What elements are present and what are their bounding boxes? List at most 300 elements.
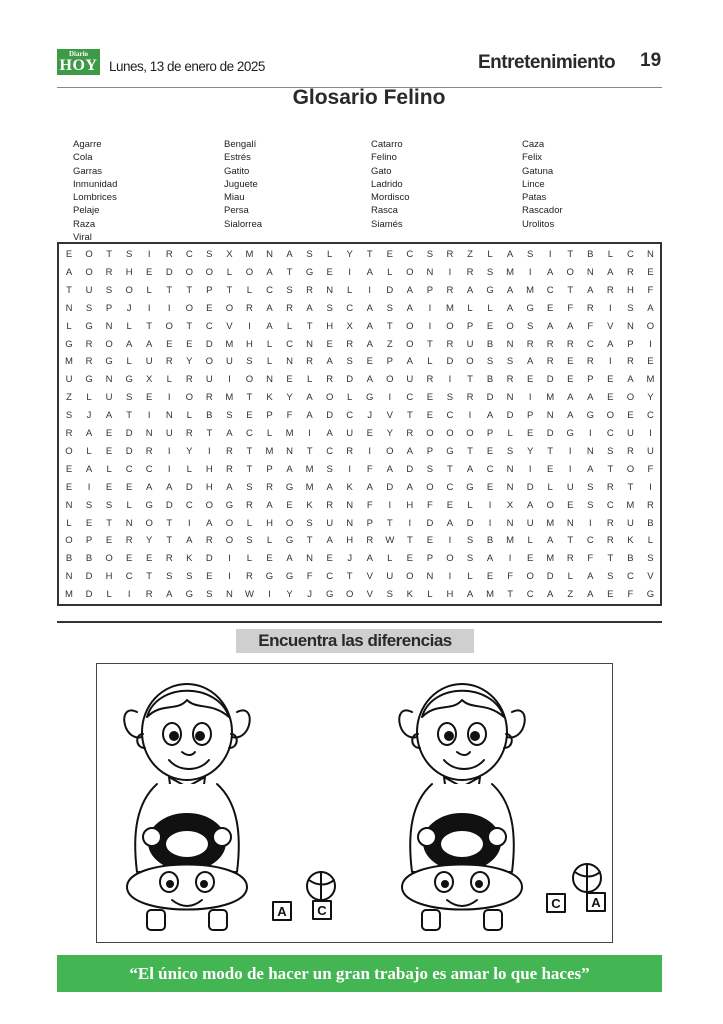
grid-letter[interactable]: L bbox=[226, 266, 233, 278]
grid-letter[interactable]: L bbox=[547, 481, 553, 493]
grid-letter[interactable]: O bbox=[85, 266, 93, 278]
grid-letter[interactable]: H bbox=[205, 463, 213, 475]
grid-letter[interactable]: R bbox=[85, 338, 93, 350]
grid-letter[interactable]: Y bbox=[146, 535, 153, 547]
grid-letter[interactable]: M bbox=[646, 374, 655, 386]
grid-letter[interactable]: N bbox=[426, 571, 434, 583]
grid-letter[interactable]: I bbox=[268, 589, 271, 601]
grid-letter[interactable]: N bbox=[306, 338, 314, 350]
grid-letter[interactable]: N bbox=[346, 517, 354, 529]
grid-letter[interactable]: F bbox=[627, 589, 634, 601]
grid-letter[interactable]: I bbox=[568, 445, 572, 457]
grid-letter[interactable]: S bbox=[526, 249, 534, 260]
grid-letter[interactable]: T bbox=[406, 535, 413, 547]
grid-letter[interactable]: S bbox=[346, 356, 353, 368]
grid-letter[interactable]: A bbox=[105, 410, 113, 422]
grid-letter[interactable]: R bbox=[346, 338, 354, 350]
grid-letter[interactable]: C bbox=[346, 302, 354, 314]
grid-letter[interactable]: A bbox=[607, 338, 614, 350]
grid-letter[interactable]: L bbox=[607, 249, 613, 260]
grid-letter[interactable]: A bbox=[406, 445, 414, 457]
grid-letter[interactable]: E bbox=[547, 463, 554, 475]
grid-letter[interactable]: C bbox=[526, 589, 534, 601]
grid-letter[interactable]: S bbox=[226, 410, 233, 422]
grid-letter[interactable]: A bbox=[587, 392, 594, 404]
grid-letter[interactable]: I bbox=[548, 249, 552, 260]
grid-letter[interactable]: G bbox=[486, 284, 494, 296]
grid-letter[interactable]: L bbox=[66, 517, 72, 529]
grid-letter[interactable]: A bbox=[306, 392, 313, 404]
grid-letter[interactable]: U bbox=[105, 392, 113, 404]
grid-letter[interactable]: D bbox=[346, 374, 354, 386]
grid-letter[interactable]: L bbox=[507, 428, 513, 439]
grid-letter[interactable]: R bbox=[366, 535, 374, 547]
grid-letter[interactable]: E bbox=[65, 463, 73, 475]
grid-letter[interactable]: A bbox=[506, 249, 514, 260]
grid-letter[interactable]: L bbox=[427, 589, 433, 601]
grid-letter[interactable]: I bbox=[448, 535, 452, 547]
grid-letter[interactable]: R bbox=[526, 338, 534, 350]
grid-letter[interactable]: Y bbox=[286, 392, 293, 404]
grid-letter[interactable]: F bbox=[507, 571, 513, 583]
grid-letter[interactable]: F bbox=[366, 463, 373, 475]
grid-letter[interactable]: B bbox=[486, 535, 494, 547]
grid-letter[interactable]: T bbox=[366, 249, 373, 260]
grid-letter[interactable]: A bbox=[446, 517, 454, 529]
grid-letter[interactable]: I bbox=[167, 392, 171, 404]
grid-letter[interactable]: S bbox=[587, 481, 594, 493]
grid-letter[interactable]: I bbox=[448, 571, 452, 583]
grid-letter[interactable]: R bbox=[326, 499, 334, 511]
grid-letter[interactable]: D bbox=[326, 410, 334, 422]
grid-letter[interactable]: A bbox=[547, 535, 554, 547]
grid-letter[interactable]: A bbox=[587, 571, 594, 583]
grid-letter[interactable]: E bbox=[65, 481, 73, 493]
grid-letter[interactable]: L bbox=[246, 517, 253, 529]
grid-letter[interactable]: U bbox=[145, 356, 153, 368]
grid-letter[interactable]: L bbox=[306, 374, 313, 386]
grid-letter[interactable]: S bbox=[166, 571, 173, 583]
grid-letter[interactable]: A bbox=[466, 463, 474, 475]
grid-letter[interactable]: L bbox=[567, 571, 573, 583]
grid-letter[interactable]: L bbox=[467, 302, 473, 314]
grid-letter[interactable]: L bbox=[126, 499, 132, 511]
grid-letter[interactable]: O bbox=[526, 571, 534, 583]
grid-letter[interactable]: R bbox=[266, 481, 273, 493]
grid-letter[interactable]: D bbox=[426, 517, 434, 529]
grid-letter[interactable]: L bbox=[186, 463, 192, 475]
grid-letter[interactable]: I bbox=[228, 571, 231, 583]
grid-letter[interactable]: L bbox=[166, 374, 172, 386]
grid-letter[interactable]: L bbox=[427, 356, 433, 368]
grid-letter[interactable]: U bbox=[165, 428, 173, 439]
grid-letter[interactable]: E bbox=[426, 535, 434, 547]
grid-letter[interactable]: G bbox=[65, 338, 73, 350]
grid-letter[interactable]: R bbox=[165, 356, 173, 368]
grid-letter[interactable]: E bbox=[446, 499, 454, 511]
grid-letter[interactable]: U bbox=[65, 374, 73, 386]
grid-letter[interactable]: A bbox=[146, 481, 153, 493]
grid-letter[interactable]: J bbox=[307, 589, 312, 601]
grid-letter[interactable]: L bbox=[326, 249, 333, 260]
grid-letter[interactable]: W bbox=[385, 535, 395, 547]
grid-letter[interactable]: I bbox=[428, 320, 432, 332]
grid-letter[interactable]: O bbox=[446, 553, 454, 565]
grid-letter[interactable]: R bbox=[225, 463, 233, 475]
grid-letter[interactable]: A bbox=[65, 266, 73, 278]
grid-letter[interactable]: K bbox=[186, 553, 193, 565]
grid-letter[interactable]: U bbox=[205, 374, 213, 386]
grid-letter[interactable]: L bbox=[387, 553, 393, 565]
grid-letter[interactable]: A bbox=[526, 499, 534, 511]
grid-letter[interactable]: E bbox=[186, 338, 193, 350]
grid-letter[interactable]: E bbox=[567, 374, 574, 386]
grid-letter[interactable]: S bbox=[85, 499, 93, 511]
grid-letter[interactable]: E bbox=[286, 499, 293, 511]
grid-letter[interactable]: P bbox=[386, 356, 393, 368]
grid-letter[interactable]: C bbox=[406, 249, 414, 260]
grid-letter[interactable]: I bbox=[588, 428, 592, 439]
grid-letter[interactable]: G bbox=[285, 535, 294, 547]
grid-letter[interactable]: L bbox=[647, 535, 654, 547]
grid-letter[interactable]: N bbox=[506, 463, 514, 475]
grid-letter[interactable]: J bbox=[86, 410, 92, 422]
grid-letter[interactable]: E bbox=[146, 392, 153, 404]
grid-letter[interactable]: I bbox=[388, 499, 392, 511]
grid-letter[interactable]: E bbox=[386, 249, 393, 260]
grid-letter[interactable]: O bbox=[406, 266, 414, 278]
grid-letter[interactable]: U bbox=[626, 517, 634, 529]
grid-letter[interactable]: A bbox=[326, 535, 333, 547]
grid-letter[interactable]: M bbox=[65, 356, 73, 368]
grid-letter[interactable]: I bbox=[348, 463, 351, 475]
grid-letter[interactable]: T bbox=[386, 517, 393, 529]
grid-letter[interactable]: X bbox=[226, 249, 233, 260]
grid-letter[interactable]: L bbox=[266, 338, 273, 350]
grid-letter[interactable]: I bbox=[167, 302, 171, 314]
grid-letter[interactable]: S bbox=[587, 499, 594, 511]
grid-letter[interactable]: E bbox=[486, 571, 494, 583]
grid-letter[interactable]: C bbox=[626, 571, 634, 583]
grid-letter[interactable]: F bbox=[306, 571, 313, 583]
grid-letter[interactable]: G bbox=[265, 571, 274, 583]
grid-letter[interactable]: R bbox=[446, 284, 454, 296]
grid-letter[interactable]: S bbox=[286, 284, 293, 296]
grid-letter[interactable]: E bbox=[486, 481, 494, 493]
grid-letter[interactable]: Y bbox=[346, 249, 353, 260]
grid-letter[interactable]: L bbox=[246, 553, 253, 565]
grid-letter[interactable]: I bbox=[468, 410, 472, 422]
grid-letter[interactable]: A bbox=[627, 374, 634, 386]
grid-letter[interactable]: A bbox=[607, 266, 614, 278]
grid-letter[interactable]: E bbox=[206, 302, 213, 314]
grid-letter[interactable]: C bbox=[266, 284, 273, 296]
grid-letter[interactable]: B bbox=[627, 553, 634, 565]
grid-letter[interactable]: T bbox=[166, 517, 173, 529]
grid-letter[interactable]: O bbox=[225, 517, 234, 529]
grid-letter[interactable]: I bbox=[368, 284, 372, 296]
grid-letter[interactable]: A bbox=[306, 302, 313, 314]
grid-letter[interactable]: T bbox=[186, 284, 193, 296]
grid-letter[interactable]: O bbox=[245, 374, 254, 386]
grid-letter[interactable]: O bbox=[426, 428, 434, 439]
grid-letter[interactable]: D bbox=[486, 392, 494, 404]
grid-letter[interactable]: A bbox=[466, 589, 474, 601]
grid-letter[interactable]: D bbox=[526, 481, 534, 493]
grid-letter[interactable]: E bbox=[206, 571, 213, 583]
grid-letter[interactable]: L bbox=[487, 249, 493, 260]
grid-letter[interactable]: E bbox=[146, 553, 153, 565]
grid-letter[interactable]: O bbox=[626, 463, 635, 475]
grid-letter[interactable]: G bbox=[285, 481, 294, 493]
grid-letter[interactable]: R bbox=[145, 445, 153, 457]
grid-letter[interactable]: A bbox=[266, 320, 273, 332]
grid-letter[interactable]: T bbox=[467, 374, 473, 386]
grid-letter[interactable]: D bbox=[125, 445, 133, 457]
grid-letter[interactable]: A bbox=[466, 284, 474, 296]
grid-letter[interactable]: H bbox=[446, 589, 454, 601]
grid-letter[interactable]: I bbox=[649, 338, 652, 350]
grid-letter[interactable]: N bbox=[586, 266, 594, 278]
grid-letter[interactable]: E bbox=[426, 392, 434, 404]
grid-letter[interactable]: C bbox=[446, 481, 454, 493]
grid-letter[interactable]: H bbox=[105, 571, 113, 583]
grid-letter[interactable]: E bbox=[526, 553, 534, 565]
grid-letter[interactable]: T bbox=[386, 320, 393, 332]
grid-letter[interactable]: B bbox=[486, 374, 494, 386]
grid-letter[interactable]: U bbox=[647, 445, 654, 457]
grid-letter[interactable]: G bbox=[185, 589, 193, 601]
grid-letter[interactable]: A bbox=[326, 428, 333, 439]
grid-letter[interactable]: N bbox=[105, 320, 113, 332]
grid-letter[interactable]: C bbox=[125, 463, 133, 475]
grid-letter[interactable]: R bbox=[626, 266, 634, 278]
grid-letter[interactable]: L bbox=[86, 445, 92, 457]
grid-letter[interactable]: M bbox=[506, 266, 515, 278]
grid-letter[interactable]: E bbox=[125, 553, 133, 565]
grid-letter[interactable]: L bbox=[347, 392, 353, 404]
grid-letter[interactable]: P bbox=[526, 410, 534, 422]
grid-letter[interactable]: C bbox=[185, 249, 193, 260]
grid-letter[interactable]: B bbox=[647, 517, 654, 529]
grid-letter[interactable]: T bbox=[306, 445, 313, 457]
grid-letter[interactable]: E bbox=[146, 266, 153, 278]
grid-letter[interactable]: Y bbox=[647, 392, 654, 404]
grid-letter[interactable]: D bbox=[406, 463, 414, 475]
grid-letter[interactable]: S bbox=[186, 571, 193, 583]
grid-letter[interactable]: Y bbox=[186, 356, 193, 368]
grid-letter[interactable]: I bbox=[528, 392, 532, 404]
grid-letter[interactable]: F bbox=[647, 463, 654, 475]
grid-letter[interactable]: U bbox=[406, 374, 414, 386]
grid-letter[interactable]: I bbox=[488, 499, 492, 511]
grid-letter[interactable]: O bbox=[345, 589, 354, 601]
grid-letter[interactable]: V bbox=[366, 571, 373, 583]
grid-letter[interactable]: U bbox=[386, 571, 394, 583]
grid-letter[interactable]: J bbox=[126, 302, 132, 314]
grid-letter[interactable]: A bbox=[366, 481, 373, 493]
grid-letter[interactable]: P bbox=[266, 463, 273, 475]
grid-letter[interactable]: O bbox=[285, 517, 294, 529]
grid-letter[interactable]: O bbox=[466, 428, 474, 439]
grid-letter[interactable]: T bbox=[447, 463, 453, 475]
grid-letter[interactable]: I bbox=[147, 302, 151, 314]
grid-letter[interactable]: P bbox=[105, 302, 113, 314]
grid-letter[interactable]: L bbox=[266, 428, 273, 439]
grid-letter[interactable]: I bbox=[187, 517, 191, 529]
grid-letter[interactable]: A bbox=[486, 553, 494, 565]
grid-letter[interactable]: F bbox=[567, 302, 574, 314]
grid-letter[interactable]: P bbox=[426, 445, 434, 457]
grid-letter[interactable]: P bbox=[85, 535, 93, 547]
grid-letter[interactable]: X bbox=[506, 499, 514, 511]
grid-letter[interactable]: S bbox=[386, 589, 393, 601]
grid-letter[interactable]: O bbox=[225, 302, 234, 314]
grid-letter[interactable]: O bbox=[606, 410, 615, 422]
grid-letter[interactable]: T bbox=[246, 463, 253, 475]
grid-letter[interactable]: L bbox=[527, 535, 533, 547]
grid-letter[interactable]: I bbox=[368, 445, 372, 457]
grid-letter[interactable]: E bbox=[486, 445, 494, 457]
grid-letter[interactable]: P bbox=[366, 517, 373, 529]
grid-letter[interactable]: C bbox=[647, 410, 654, 422]
grid-letter[interactable]: Y bbox=[286, 589, 293, 601]
grid-letter[interactable]: H bbox=[246, 338, 253, 350]
grid-letter[interactable]: L bbox=[347, 284, 353, 296]
grid-letter[interactable]: W bbox=[244, 589, 254, 601]
grid-letter[interactable]: S bbox=[246, 356, 253, 368]
grid-letter[interactable]: R bbox=[125, 535, 133, 547]
grid-letter[interactable]: H bbox=[266, 517, 273, 529]
grid-letter[interactable]: R bbox=[185, 428, 193, 439]
grid-letter[interactable]: G bbox=[105, 356, 113, 368]
grid-letter[interactable]: O bbox=[386, 445, 394, 457]
grid-letter[interactable]: C bbox=[326, 445, 334, 457]
grid-letter[interactable]: S bbox=[105, 284, 113, 296]
grid-letter[interactable]: A bbox=[186, 535, 193, 547]
grid-letter[interactable]: N bbox=[647, 249, 654, 260]
grid-letter[interactable]: I bbox=[87, 481, 91, 493]
grid-letter[interactable]: A bbox=[125, 338, 133, 350]
grid-letter[interactable]: O bbox=[185, 302, 193, 314]
grid-letter[interactable]: L bbox=[266, 535, 273, 547]
grid-letter[interactable]: R bbox=[586, 356, 594, 368]
grid-letter[interactable]: S bbox=[306, 249, 313, 260]
grid-letter[interactable]: T bbox=[567, 249, 574, 260]
grid-letter[interactable]: S bbox=[466, 535, 474, 547]
grid-letter[interactable]: P bbox=[587, 374, 594, 386]
grid-letter[interactable]: A bbox=[567, 320, 574, 332]
grid-letter[interactable]: A bbox=[286, 553, 293, 565]
grid-letter[interactable]: O bbox=[225, 535, 234, 547]
grid-letter[interactable]: D bbox=[85, 571, 93, 583]
grid-letter[interactable]: A bbox=[587, 589, 594, 601]
grid-letter[interactable]: C bbox=[446, 410, 454, 422]
grid-letter[interactable]: N bbox=[506, 481, 514, 493]
grid-letter[interactable]: T bbox=[246, 392, 253, 404]
grid-letter[interactable]: L bbox=[126, 356, 132, 368]
grid-letter[interactable]: Y bbox=[526, 445, 534, 457]
grid-letter[interactable]: D bbox=[446, 356, 454, 368]
grid-letter[interactable]: C bbox=[486, 463, 494, 475]
grid-letter[interactable]: L bbox=[106, 589, 112, 601]
grid-letter[interactable]: D bbox=[546, 428, 554, 439]
grid-letter[interactable]: R bbox=[306, 284, 314, 296]
grid-letter[interactable]: R bbox=[446, 338, 454, 350]
grid-letter[interactable]: A bbox=[366, 320, 373, 332]
grid-letter[interactable]: T bbox=[146, 571, 153, 583]
grid-letter[interactable]: A bbox=[526, 356, 534, 368]
grid-letter[interactable]: L bbox=[106, 463, 112, 475]
grid-letter[interactable]: E bbox=[526, 374, 534, 386]
grid-letter[interactable]: A bbox=[266, 302, 273, 314]
grid-letter[interactable]: L bbox=[246, 284, 253, 296]
grid-letter[interactable]: A bbox=[567, 410, 574, 422]
grid-letter[interactable]: Z bbox=[386, 338, 393, 350]
grid-letter[interactable]: O bbox=[65, 535, 73, 547]
grid-letter[interactable]: M bbox=[526, 284, 535, 296]
grid-letter[interactable]: R bbox=[165, 249, 173, 260]
grid-letter[interactable]: Z bbox=[66, 392, 72, 404]
grid-letter[interactable]: O bbox=[466, 356, 474, 368]
grid-letter[interactable]: A bbox=[547, 266, 554, 278]
grid-letter[interactable]: C bbox=[606, 499, 614, 511]
grid-letter[interactable]: R bbox=[647, 499, 654, 511]
grid-letter[interactable]: R bbox=[205, 392, 213, 404]
grid-letter[interactable]: O bbox=[65, 445, 73, 457]
grid-letter[interactable]: I bbox=[649, 428, 652, 439]
grid-letter[interactable]: R bbox=[346, 445, 354, 457]
grid-letter[interactable]: I bbox=[228, 374, 231, 386]
grid-letter[interactable]: I bbox=[488, 517, 492, 529]
grid-letter[interactable]: V bbox=[386, 410, 393, 422]
grid-letter[interactable]: O bbox=[406, 320, 414, 332]
grid-letter[interactable]: O bbox=[646, 320, 655, 332]
grid-letter[interactable]: M bbox=[486, 589, 494, 601]
grid-letter[interactable]: S bbox=[486, 356, 494, 368]
grid-letter[interactable]: H bbox=[626, 284, 634, 296]
grid-letter[interactable]: B bbox=[206, 410, 213, 422]
grid-letter[interactable]: C bbox=[606, 428, 614, 439]
grid-letter[interactable]: E bbox=[105, 445, 113, 457]
grid-letter[interactable]: L bbox=[266, 356, 273, 368]
grid-letter[interactable]: I bbox=[649, 481, 652, 493]
grid-letter[interactable]: O bbox=[426, 481, 434, 493]
grid-letter[interactable]: I bbox=[348, 266, 351, 278]
grid-letter[interactable]: I bbox=[127, 589, 131, 601]
grid-letter[interactable]: T bbox=[66, 284, 72, 296]
grid-letter[interactable]: R bbox=[606, 284, 614, 296]
grid-letter[interactable]: I bbox=[388, 392, 392, 404]
grid-letter[interactable]: I bbox=[208, 445, 211, 457]
grid-letter[interactable]: M bbox=[245, 249, 254, 260]
grid-letter[interactable]: M bbox=[626, 499, 635, 511]
grid-letter[interactable]: N bbox=[506, 517, 514, 529]
grid-letter[interactable]: S bbox=[647, 553, 654, 565]
grid-letter[interactable]: E bbox=[166, 338, 173, 350]
grid-letter[interactable]: C bbox=[586, 535, 594, 547]
grid-letter[interactable]: S bbox=[607, 445, 614, 457]
grid-letter[interactable]: S bbox=[426, 249, 434, 260]
grid-letter[interactable]: E bbox=[567, 499, 574, 511]
grid-letter[interactable]: S bbox=[466, 553, 474, 565]
grid-letter[interactable]: C bbox=[546, 284, 554, 296]
grid-letter[interactable]: U bbox=[346, 428, 354, 439]
grid-letter[interactable]: T bbox=[306, 535, 313, 547]
grid-letter[interactable]: E bbox=[607, 374, 614, 386]
grid-letter[interactable]: A bbox=[166, 481, 173, 493]
grid-letter[interactable]: I bbox=[228, 553, 231, 565]
